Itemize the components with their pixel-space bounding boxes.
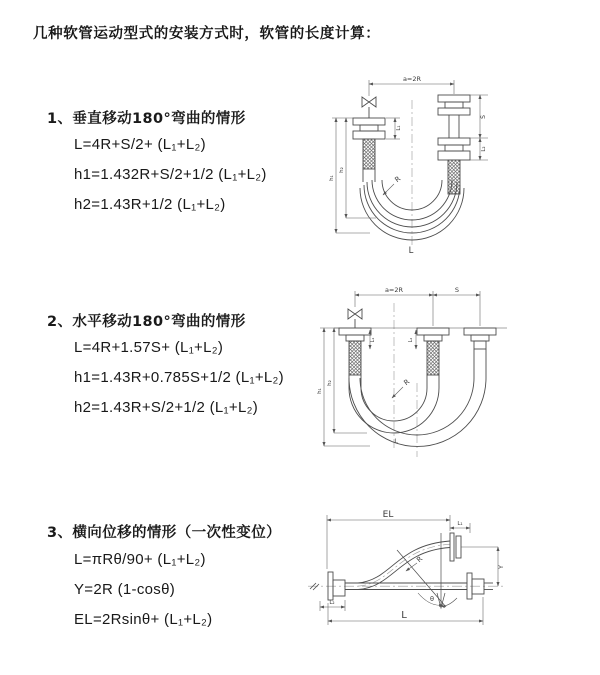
section-1-formula-h2: h2=1.43R+1/2 (L₁+L₂): [74, 196, 226, 213]
u-bend-arcs: [349, 378, 486, 446]
angle-label: θ: [430, 595, 434, 603]
left-flange: [339, 328, 371, 341]
diagram-lateral-displacement: [300, 503, 598, 668]
section-3-formula-L: L=πRθ/90+ (L₁+L₂): [74, 551, 206, 568]
right-flange: [464, 328, 496, 349]
radius-label: R: [393, 174, 403, 185]
dim-label-l1: L₁: [370, 337, 376, 343]
section-1-formula-L: L=4R+S/2+ (L₁+L₂): [74, 136, 206, 153]
length-label: L: [394, 438, 398, 445]
section-2-formula-L: L=4R+1.57S+ (L₁+L₂): [74, 339, 224, 356]
section-1-heading: 1、垂直移动180°弯曲的情形: [47, 111, 246, 127]
braid-right: [448, 160, 460, 194]
dimension-lines: [320, 291, 480, 446]
dim-label-l1: L₁: [396, 125, 402, 131]
dim-label-l1: L₁: [457, 521, 463, 527]
dim-label-l2: L₂: [329, 600, 335, 606]
right-flange-upper: [438, 95, 470, 115]
dim-label-h2: h₂: [339, 167, 345, 173]
dim-label-a2r: a=2R: [402, 75, 422, 83]
dimension-lines: [320, 515, 498, 625]
section-2-heading: 2、水平移动180°弯曲的情形: [47, 314, 246, 330]
section-2-formula-h2: h2=1.43R+S/2+1/2 (L₁+L₂): [74, 399, 259, 416]
braid-middle: [427, 341, 439, 375]
braid-left: [363, 139, 375, 169]
dim-label-s: S: [480, 115, 487, 119]
dim-label-y: Y: [497, 565, 505, 569]
section-1-formula-h1: h1=1.432R+S/2+1/2 (L₁+L₂): [74, 166, 267, 183]
radius-label: R: [415, 554, 425, 565]
section-3-formula-EL: EL=2Rsinθ+ (L₁+L₂): [74, 611, 213, 628]
dim-label-s: S: [454, 286, 460, 294]
hose-assembly: [334, 309, 507, 446]
upper-flange: [450, 533, 461, 561]
dim-label-l2: L₂: [481, 146, 487, 152]
braid-left: [349, 341, 361, 375]
left-flange: [353, 118, 385, 139]
diagram-vertical-180-bend: [312, 70, 597, 260]
length-label: L: [401, 610, 407, 621]
middle-flange: [417, 328, 449, 341]
s-curve-hose: [358, 541, 450, 590]
dim-label-h1: h₁: [317, 388, 323, 394]
hose-assembly: [310, 533, 493, 608]
length-label: L: [408, 246, 414, 256]
section-3-heading: 3、横向位移的情形（一次性变位）: [47, 525, 281, 541]
dim-label-h1: h₁: [329, 175, 335, 181]
section-2-formula-h1: h1=1.43R+0.785S+1/2 (L₁+L₂): [74, 369, 284, 386]
break-mark: [310, 583, 319, 590]
dim-label-a2r: a=2R: [384, 286, 404, 294]
page-title: 几种软管运动型式的安装方式时，软管的长度计算：: [33, 26, 381, 42]
section-3-formula-Y: Y=2R (1-cosθ): [74, 581, 176, 598]
dim-label-el: EL: [382, 510, 394, 520]
dim-label-l2: L₂: [408, 337, 414, 343]
valve-icon: [348, 309, 362, 328]
right-flange-lower: [438, 138, 470, 160]
dim-label-h2: h₂: [327, 380, 333, 386]
diagram-horizontal-180-bend: [312, 283, 597, 468]
valve-icon: [362, 97, 376, 118]
radius-label: R: [402, 377, 412, 388]
